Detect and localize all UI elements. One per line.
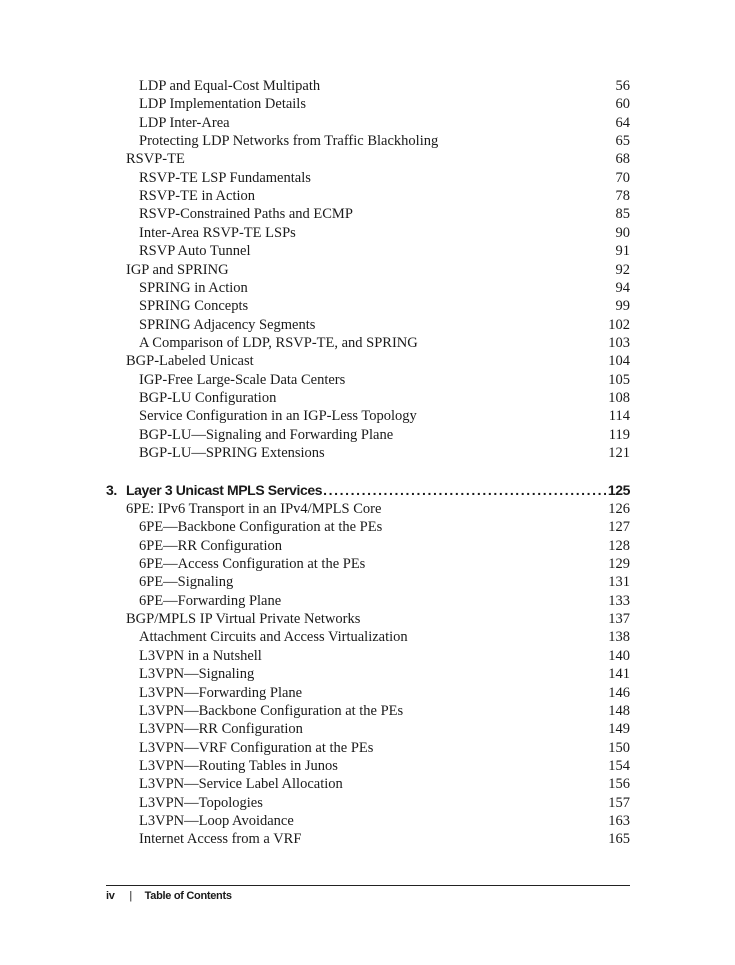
toc-entry-page: 156 xyxy=(608,776,630,793)
toc-entry-page: 56 xyxy=(615,78,630,94)
toc-entry[interactable] xyxy=(139,555,630,573)
toc-entry-page: 146 xyxy=(608,684,630,701)
toc-entry[interactable] xyxy=(139,665,630,683)
toc-entry-title: L3VPN—Routing Tables in Junos xyxy=(139,757,338,774)
toc-entry-page: 129 xyxy=(608,556,630,573)
toc-entry-page: 163 xyxy=(608,812,630,829)
toc-entry[interactable] xyxy=(139,812,630,830)
toc-entry-title: 6PE—Forwarding Plane xyxy=(139,592,282,609)
toc-entry[interactable] xyxy=(139,720,630,738)
toc-entry-title: L3VPN—Backbone Configuration at the PEs xyxy=(139,702,404,719)
toc-entry[interactable] xyxy=(139,316,630,334)
toc-entry-title: LDP Implementation Details xyxy=(139,96,306,113)
toc-entry-title: SPRING Concepts xyxy=(139,298,249,315)
toc-entry-page: 131 xyxy=(608,574,630,591)
toc-entry-page: 85 xyxy=(615,206,630,223)
toc-entry-page: 114 xyxy=(608,408,630,425)
toc-entry-page: 105 xyxy=(608,371,630,388)
toc-entry-title: RSVP-Constrained Paths and ECMP xyxy=(139,206,353,223)
toc-entry[interactable] xyxy=(139,407,630,425)
toc-entry-page: 64 xyxy=(615,114,630,131)
toc-entry[interactable] xyxy=(139,647,630,665)
toc-entry-title: L3VPN—VRF Configuration at the PEs xyxy=(139,739,374,756)
toc-entry[interactable] xyxy=(139,684,630,702)
toc-entry-page: 119 xyxy=(608,426,630,443)
toc-entry[interactable] xyxy=(139,242,630,260)
toc-entry-title: RSVP Auto Tunnel xyxy=(139,243,251,260)
toc-entry-title: Internet Access from a VRF xyxy=(139,831,302,848)
toc-entry[interactable] xyxy=(139,573,630,591)
toc-entry[interactable] xyxy=(139,830,630,848)
toc-entry-page: 103 xyxy=(608,334,630,351)
toc-entry-title: LDP Inter-Area xyxy=(139,114,230,131)
toc-entry-title: Inter-Area RSVP-TE LSPs xyxy=(139,224,296,241)
toc-entry-page: 138 xyxy=(608,629,630,646)
toc-entry-page: 121 xyxy=(608,445,630,461)
toc-entry[interactable] xyxy=(126,610,630,628)
toc-entry-page: 108 xyxy=(608,389,630,406)
toc-entry[interactable] xyxy=(139,537,630,555)
toc-entry-page: 68 xyxy=(615,151,630,168)
toc-entry[interactable] xyxy=(139,169,630,187)
toc-entry-page: 165 xyxy=(608,831,630,848)
toc-entry-title: L3VPN in a Nutshell xyxy=(139,647,262,664)
page-footer xyxy=(106,890,232,902)
toc-entry-title: IGP-Free Large-Scale Data Centers xyxy=(139,371,346,388)
toc-entry-title: RSVP-TE LSP Fundamentals xyxy=(139,169,311,186)
toc-entry-page: 141 xyxy=(608,666,630,683)
footer-page-number: iv xyxy=(106,890,115,902)
toc-entry[interactable] xyxy=(139,132,630,150)
footer-section-title: Table of Contents xyxy=(144,890,232,902)
toc-entry-page: 91 xyxy=(615,243,630,260)
toc-entry[interactable] xyxy=(139,224,630,242)
toc-entry-page: 78 xyxy=(615,188,630,205)
toc-entry-title: L3VPN—RR Configuration xyxy=(139,721,303,738)
toc-entry-title: RSVP-TE xyxy=(126,151,185,168)
chapter-number: 3. xyxy=(106,482,117,498)
toc-entry-page: 148 xyxy=(608,702,630,719)
dot-leader xyxy=(323,480,606,500)
toc-entry-page: 157 xyxy=(608,794,630,811)
toc-entry[interactable] xyxy=(139,702,630,720)
toc-entry[interactable] xyxy=(139,371,630,389)
toc-entry[interactable] xyxy=(139,757,630,775)
footer-separator: | xyxy=(129,890,132,902)
toc-entry-title: LDP and Equal-Cost Multipath xyxy=(139,78,321,94)
toc-entry-title: 6PE: IPv6 Transport in an IPv4/MPLS Core xyxy=(126,501,382,517)
toc-entry[interactable] xyxy=(139,518,630,536)
toc-entry-page: 128 xyxy=(608,537,630,554)
toc-entry[interactable] xyxy=(139,794,630,812)
toc-entry-title: Attachment Circuits and Access Virtualization xyxy=(139,629,408,646)
toc-entry-title: L3VPN—Signaling xyxy=(139,666,255,683)
toc-entry[interactable] xyxy=(139,334,630,352)
toc-entry-title: 6PE—Access Configuration at the PEs xyxy=(139,556,366,573)
chapter-page-number: 125 xyxy=(607,482,630,498)
toc-entry-title: BGP/MPLS IP Virtual Private Networks xyxy=(126,611,361,628)
toc-entry[interactable] xyxy=(126,500,630,518)
toc-entry-page: 126 xyxy=(608,501,630,517)
toc-entry-title: IGP and SPRING xyxy=(126,261,229,278)
toc-entry-page: 149 xyxy=(608,721,630,738)
toc-entry-title: BGP-LU—SPRING Extensions xyxy=(139,445,325,461)
toc-entry-title: 6PE—RR Configuration xyxy=(139,537,282,554)
toc-entry-title: L3VPN—Service Label Allocation xyxy=(139,776,343,793)
toc-entry[interactable] xyxy=(139,628,630,646)
toc-entry-page: 133 xyxy=(608,592,630,609)
toc-entry[interactable] xyxy=(139,739,630,757)
toc-chapter-entry[interactable] xyxy=(106,480,630,500)
toc-entry[interactable] xyxy=(139,114,630,132)
toc-entry-title: A Comparison of LDP, RSVP-TE, and SPRING xyxy=(139,334,418,351)
toc-entry-page: 94 xyxy=(615,279,630,296)
toc-entry-page: 137 xyxy=(608,611,630,628)
toc-entry-title: Service Configuration in an IGP-Less Topology xyxy=(139,408,417,425)
toc-entry-page: 102 xyxy=(608,316,630,333)
toc-entry-page: 65 xyxy=(615,133,630,150)
toc-entry-title: 6PE—Backbone Configuration at the PEs xyxy=(139,519,383,536)
toc-entry[interactable] xyxy=(139,187,630,205)
toc-entry-page: 70 xyxy=(615,169,630,186)
toc-entry-title: L3VPN—Topologies xyxy=(139,794,263,811)
toc-entry-title: L3VPN—Forwarding Plane xyxy=(139,684,303,701)
toc-entry-page: 127 xyxy=(608,519,630,536)
toc-entry-page: 92 xyxy=(615,261,630,278)
toc-entry-page: 154 xyxy=(608,757,630,774)
toc-entry[interactable] xyxy=(139,592,630,610)
toc-entry[interactable] xyxy=(139,775,630,793)
toc-entry-title: SPRING in Action xyxy=(139,279,248,296)
toc-entry[interactable] xyxy=(139,426,630,444)
footer-rule xyxy=(106,885,630,886)
toc-entry[interactable] xyxy=(139,77,630,95)
toc-entry[interactable] xyxy=(139,95,630,113)
toc-entry-page: 150 xyxy=(608,739,630,756)
toc-entry-title: RSVP-TE in Action xyxy=(139,188,256,205)
toc-entry[interactable] xyxy=(139,205,630,223)
toc-entry-page: 90 xyxy=(615,224,630,241)
toc-entry[interactable] xyxy=(126,150,630,168)
toc-entry[interactable] xyxy=(139,297,630,315)
toc-entry[interactable] xyxy=(139,444,630,462)
toc-entry-page: 60 xyxy=(615,96,630,113)
toc-entry[interactable] xyxy=(139,279,630,297)
toc-entry-title: SPRING Adjacency Segments xyxy=(139,316,316,333)
toc-entry[interactable] xyxy=(126,261,630,279)
chapter-title: Layer 3 Unicast MPLS Services xyxy=(126,482,323,498)
toc-entry-title: BGP-Labeled Unicast xyxy=(126,353,254,370)
toc-entry-title: Protecting LDP Networks from Traffic Blackholing xyxy=(139,133,439,150)
toc-entry-title: 6PE—Signaling xyxy=(139,574,234,591)
toc-entry[interactable] xyxy=(139,389,630,407)
toc-entry-page: 140 xyxy=(608,647,630,664)
toc-entry-page: 99 xyxy=(615,298,630,315)
toc-entry-title: BGP-LU Configuration xyxy=(139,389,277,406)
toc-entry-title: BGP-LU—Signaling and Forwarding Plane xyxy=(139,426,394,443)
toc-entry[interactable] xyxy=(126,352,630,370)
toc-entry-title: L3VPN—Loop Avoidance xyxy=(139,812,294,829)
toc-entry-page: 104 xyxy=(608,353,630,370)
